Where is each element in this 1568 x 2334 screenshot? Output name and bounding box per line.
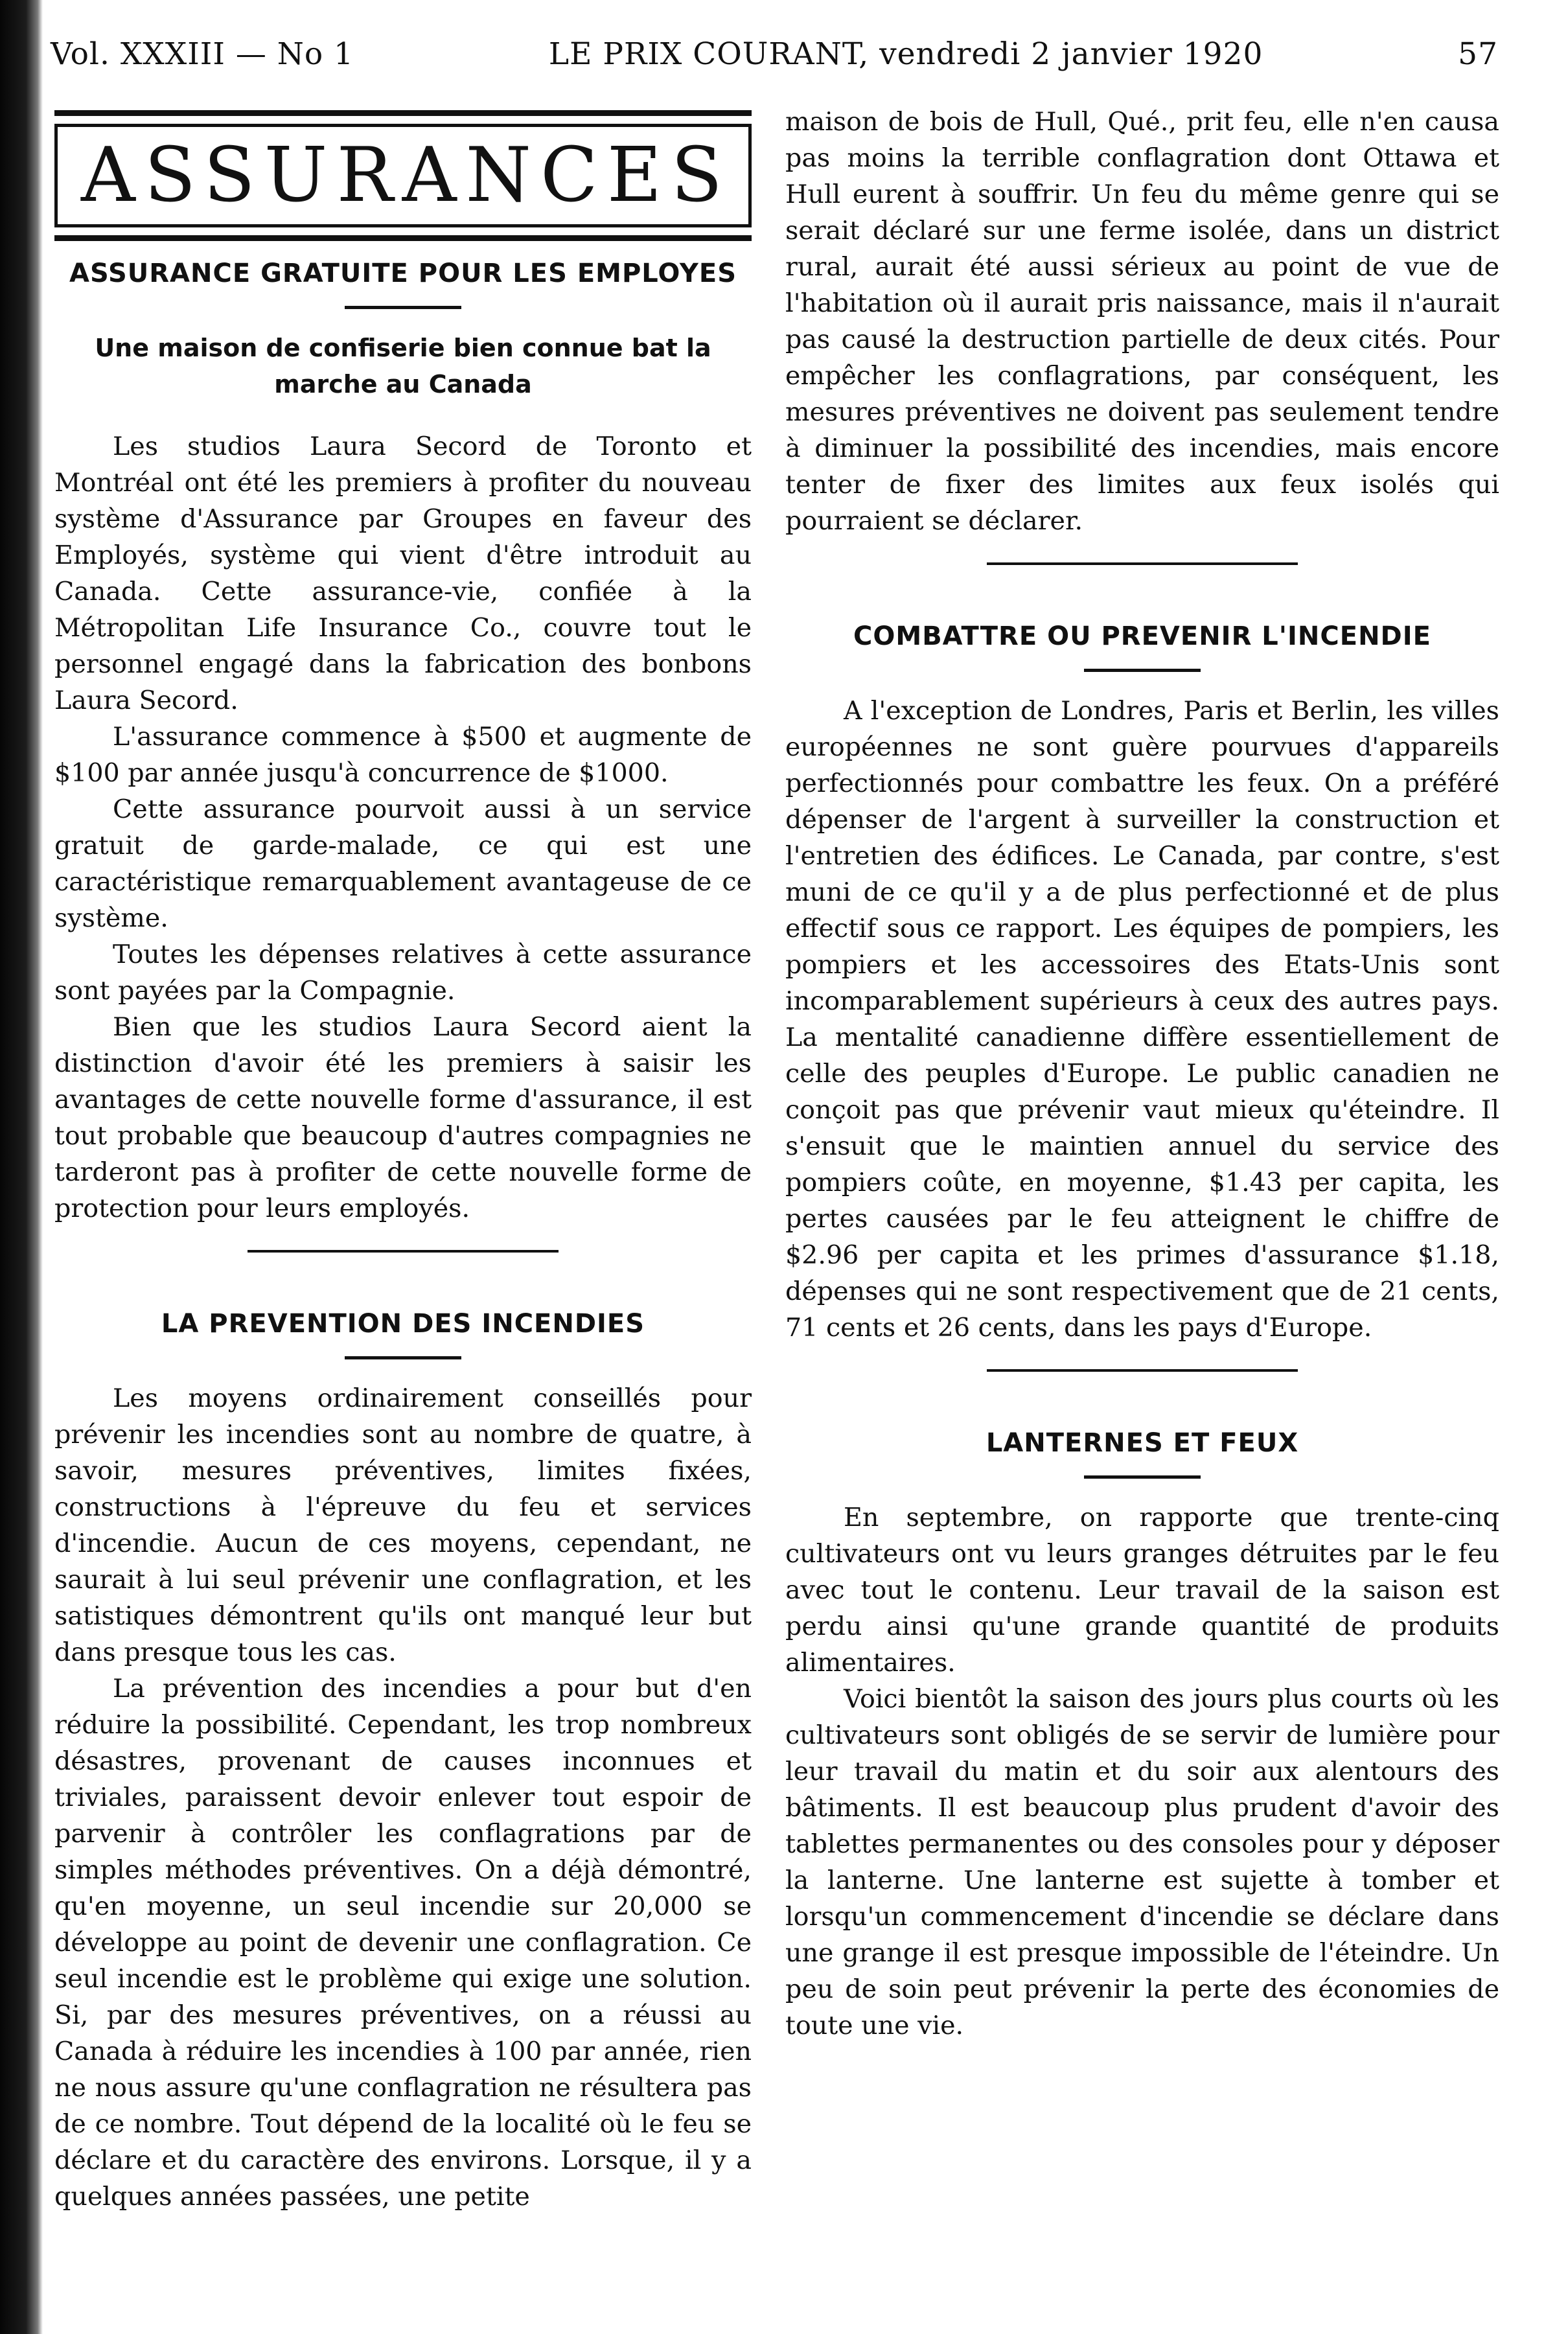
article-title: LANTERNES ET FEUX [986, 1428, 1299, 1458]
page-binding-edge [0, 0, 43, 2334]
article-title: COMBATTRE OU PREVENIR L'INCENDIE [853, 621, 1431, 651]
page-number: 57 [1458, 36, 1498, 72]
paragraph: L'assurance commence à $500 et augmente de $100 par année jusqu'à concurrence de $1000. [54, 722, 752, 788]
paragraph: A l'exception de Londres, Paris et Berlin, les villes européennes ne sont guère pourvues d'appareils perfectionnés pour combattre les feux. On a préféré dépenser de l'argent à surveiller la construction et l'entretien des édifices. Le Canada, par contre, s'est muni de ce qu'il y a de plus perfectionné et de plus effectif sous ce rapport. Les équipes de pompiers, les pompiers et les accessoires des Etats-Unis sont incomparablement supérieurs à ceux des autres pays. La mentalité canadienne diffère essentiellement de celle des peuples d'Europe. Le public canadien ne conçoit pas que prévenir vaut mieux qu'éteindre. Il s'ensuit que le maintien annuel du service des pompiers coûte, en moyenne, $1.43 per capita, les pertes causées par le feu atteignent le chiffre de $2.96 per capita et les primes d'assurance $1.18, dépenses qui ne sont respectivement que de 21 cents, 71 cents et 26 cents, dans les pays d'Europe. [785, 696, 1499, 1343]
article-prevention-incendies [54, 1253, 752, 2215]
section-title: ASSURANCES [54, 124, 752, 227]
paragraph: Voici bientôt la saison des jours plus courts où les cultivateurs sont obligés de se servir de lumière pour leur travail du matin et du soir aux alentours des bâtiments. Il est beaucoup plus prudent d'avoir des tablettes permanentes ou des consoles pour y déposer la lanterne. Une lanterne est sujette à tomber et lorsqu'un commencement d'incendie se déclare dans une grange il est presque impossible de l'éteindre. Un peu de soin peut prévenir la perte des économies de toute une vie. [785, 1684, 1499, 2040]
article-assurance-gratuite [54, 255, 752, 1227]
publication-date: LE PRIX COURANT, vendredi 2 janvier 1920 [548, 36, 1263, 72]
continued-paragraph: maison de bois de Hull, Qué., prit feu, elle n'en causa pas moins la terrible conflagration dont Ottawa et Hull eurent à souffrir. Un feu du même genre qui se serait déclaré sur une ferme isolée, dans un district rural, aurait été aussi sérieux au point de vue de l'habitation où il aurait pris naissance, mais il n'aurait pas causé la destruction partielle de deux cités. Pour empêcher les conflagrations, par conséquent, les mesures préventives ne doivent pas seulement tendre à diminuer la possibilité des incendies, mais encore tenter de fixer des limites aux feux isolés qui pourraient se déclarer. [785, 107, 1499, 536]
volume-number: Vol. XXXIII — No 1 [51, 36, 354, 72]
paragraph: Les studios Laura Secord de Toronto et Montréal ont été les premiers à profiter du nouveau système d'Assurance par Groupes en faveur des Employés, système qui vient d'être introduit au Canada. Cette assurance-vie, confiée à la Métropolitan Life Insurance Co., couvre tout le personnel engagé dans la fabrication des bonbons Laura Secord. [54, 432, 752, 715]
article-title: LA PREVENTION DES INCENDIES [161, 1309, 645, 1339]
article-subtitle: Une maison de confiserie bien connue bat la marche au Canada [95, 334, 711, 399]
short-rule [1084, 1475, 1201, 1479]
article-lanternes-feux [785, 1372, 1499, 2044]
paragraph: Toutes les dépenses relatives à cette assurance sont payées par la Compagnie. [54, 940, 752, 1006]
short-rule [345, 1356, 461, 1359]
right-column [785, 104, 1499, 2044]
short-rule [345, 306, 461, 309]
section-masthead [54, 110, 752, 241]
paragraph: Cette assurance pourvoit aussi à un service gratuit de garde-malade, ce qui est une caractéristique remarquablement avantageuse de ce système. [54, 794, 752, 933]
left-column [54, 104, 752, 2215]
paragraph: Bien que les studios Laura Secord aient la distinction d'avoir été les premiers à saisir les avantages de cette nouvelle forme d'assurance, il est tout probable que beaucoup d'autres compagnies ne tarderont pas à profiter de cette nouvelle forme de protection pour leurs employés. [54, 1012, 752, 1223]
paragraph: En septembre, on rapporte que trente-cinq cultivateurs ont vu leurs granges détruites par le feu avec tout le contenu. Leur travail de la saison est perdu ainsi qu'une grande quantité de produits alimentaires. [785, 1503, 1499, 1678]
short-rule [1084, 669, 1201, 672]
article-title: ASSURANCE GRATUITE POUR LES EMPLOYES [69, 259, 737, 288]
paragraph: La prévention des incendies a pour but d'en réduire la possibilité. Cependant, les trop nombreux désastres, provenant de causes inconnues et triviales, paraissent devoir enlever tout espoir de parvenir à contrôler les conflagrations par de simples méthodes préventives. On a déjà démontré, qu'en moyenne, un seul incendie sur 20,000 se développe au point de devenir une conflagration. Ce seul incendie est le problème qui exige une solution. Si, par des mesures préventives, on a réussi au Canada à réduire les incendies à 100 par année, rien ne nous assure qu'une conflagration ne résultera pas de ce nombre. Tout dépend de la localité où le feu se déclare et du caractère des environs. Lorsque, il y a quelques années passées, une petite [54, 1674, 752, 2212]
paragraph: Les moyens ordinairement conseillés pour prévenir les incendies sont au nombre de quatre, à savoir, mesures préventives, limites fixées, constructions à l'épreuve du feu et services d'incendie. Aucun de ces moyens, cependant, ne saurait à lui seul prévenir une conflagration, et les satistiques démontrent qu'ils ont manqué leur but dans presque tous les cas. [54, 1383, 752, 1667]
article-combattre-incendie [785, 565, 1499, 1346]
running-head [51, 31, 1498, 76]
